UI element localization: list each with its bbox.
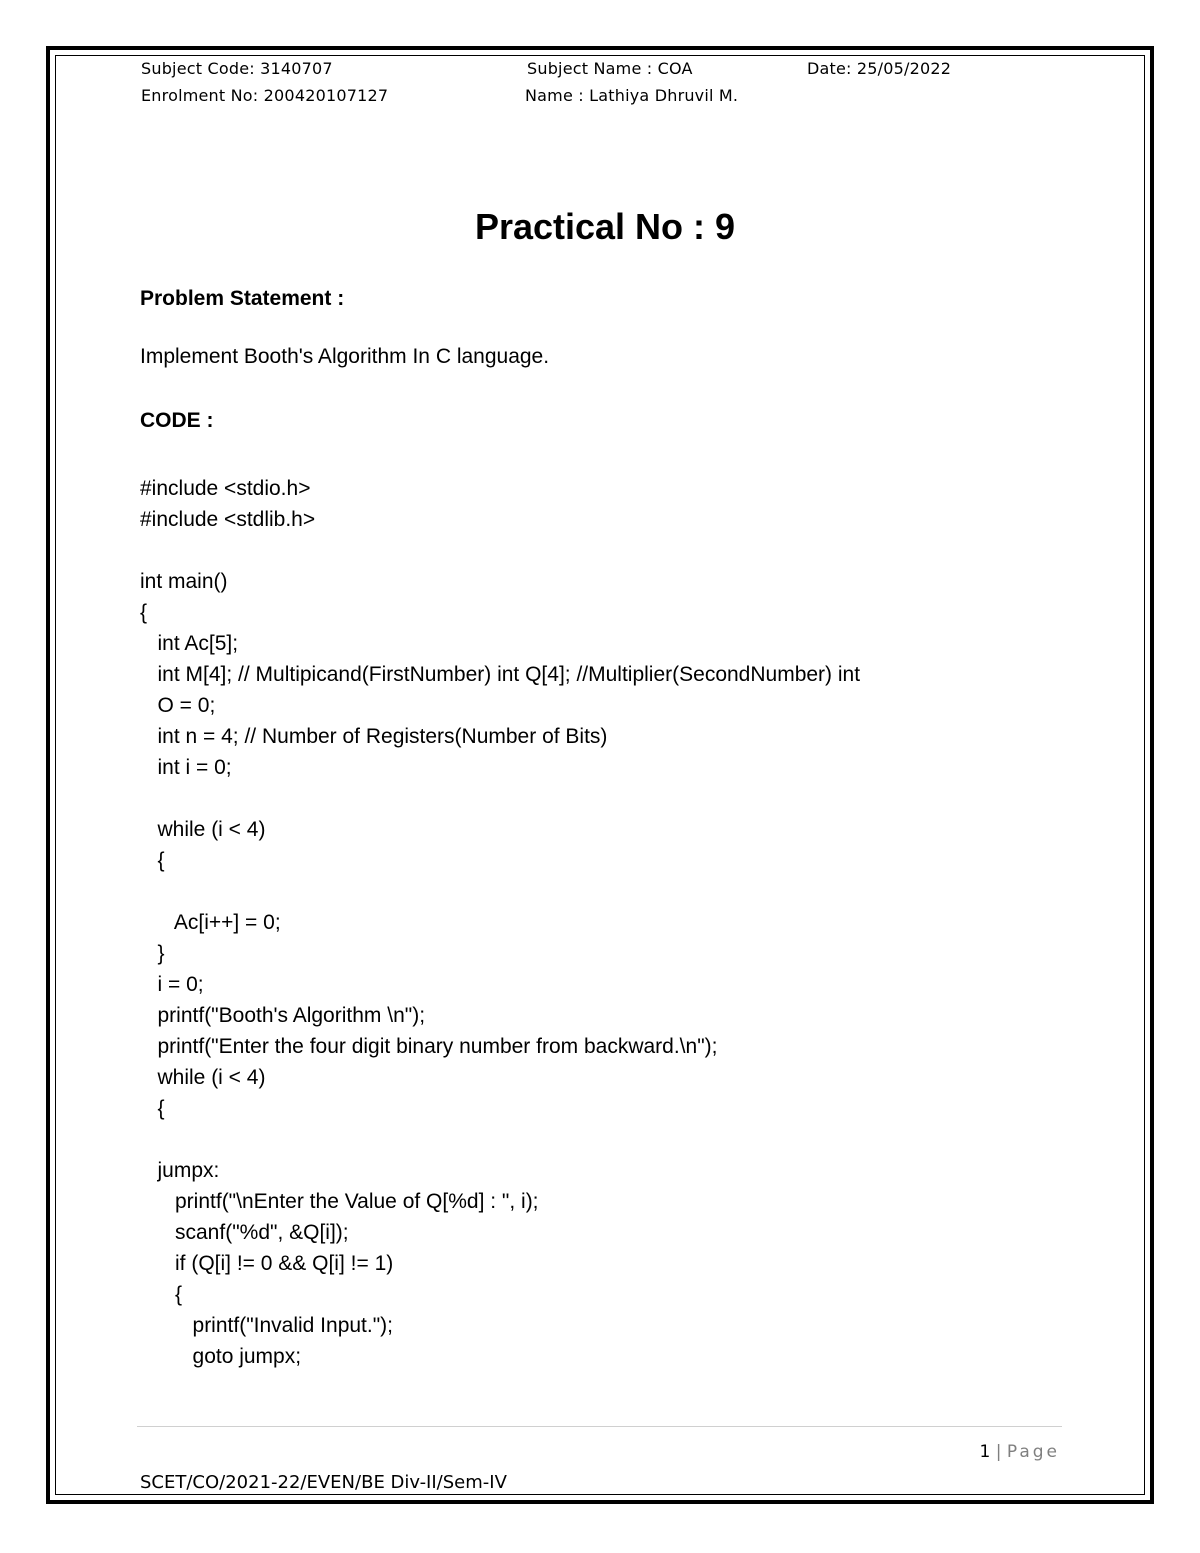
code-line: int M[4]; // Multipicand(FirstNumber) int Q[4]; //Multiplier(SecondNumber) int: [140, 663, 861, 686]
code-line: int i = 0;: [140, 756, 232, 779]
code-line: i = 0;: [140, 973, 204, 996]
code-line: {: [140, 1097, 165, 1120]
problem-text: Implement Booth's Algorithm In C language.: [140, 345, 550, 368]
code-line: [140, 1124, 860, 1155]
subject-name: Subject Name : COA: [527, 59, 693, 78]
code-line: scanf("%d", &Q[i]);: [140, 1221, 349, 1244]
page-title: Practical No : 9: [474, 206, 736, 247]
code-line: printf("\nEnter the Value of Q[%d] : ", i);: [140, 1190, 539, 1213]
code-block: [140, 473, 860, 1372]
code-line: goto jumpx;: [140, 1345, 302, 1368]
code-line: Ac[i++] = 0;: [140, 911, 281, 934]
date: Date: 25/05/2022: [807, 59, 952, 78]
subject-code: Subject Code: 3140707: [141, 59, 333, 78]
page-number: [979, 1441, 1060, 1463]
code-line: [140, 535, 860, 566]
code-line: jumpx:: [140, 1159, 220, 1182]
code-line: {: [140, 1283, 183, 1306]
code-line: #include <stdlib.h>: [140, 508, 316, 531]
code-line: int n = 4; // Number of Registers(Number of Bits): [140, 725, 608, 748]
code-line: printf("Invalid Input.");: [140, 1314, 394, 1337]
code-line: [140, 876, 860, 907]
code-line: printf("Enter the four digit binary number from backward.\n");: [140, 1035, 718, 1058]
page-number-separator: |: [995, 1442, 1002, 1462]
code-line: [140, 783, 860, 814]
code-line: }: [140, 942, 165, 965]
code-line: while (i < 4): [140, 1066, 266, 1089]
code-line: {: [140, 849, 165, 872]
page-label: Page: [1006, 1442, 1060, 1462]
code-line: int Ac[5];: [140, 632, 239, 655]
code-heading: CODE :: [140, 409, 214, 432]
code-line: #include <stdio.h>: [140, 477, 311, 500]
code-line: O = 0;: [140, 694, 216, 717]
code-line: int main(): [140, 570, 228, 593]
student-name: Name : Lathiya Dhruvil M.: [525, 86, 739, 105]
code-line: while (i < 4): [140, 818, 266, 841]
code-line: printf("Booth's Algorithm \n");: [140, 1004, 426, 1027]
footer-divider: [137, 1426, 1062, 1427]
problem-heading: Problem Statement :: [140, 287, 345, 310]
enrolment-no: Enrolment No: 200420107127: [141, 86, 389, 105]
footer-course-code: SCET/CO/2021-22/EVEN/BE Div-II/Sem-IV: [140, 1472, 507, 1493]
code-line: {: [140, 601, 148, 624]
code-line: if (Q[i] != 0 && Q[i] != 1): [140, 1252, 394, 1275]
page-number-value: 1: [979, 1442, 991, 1462]
